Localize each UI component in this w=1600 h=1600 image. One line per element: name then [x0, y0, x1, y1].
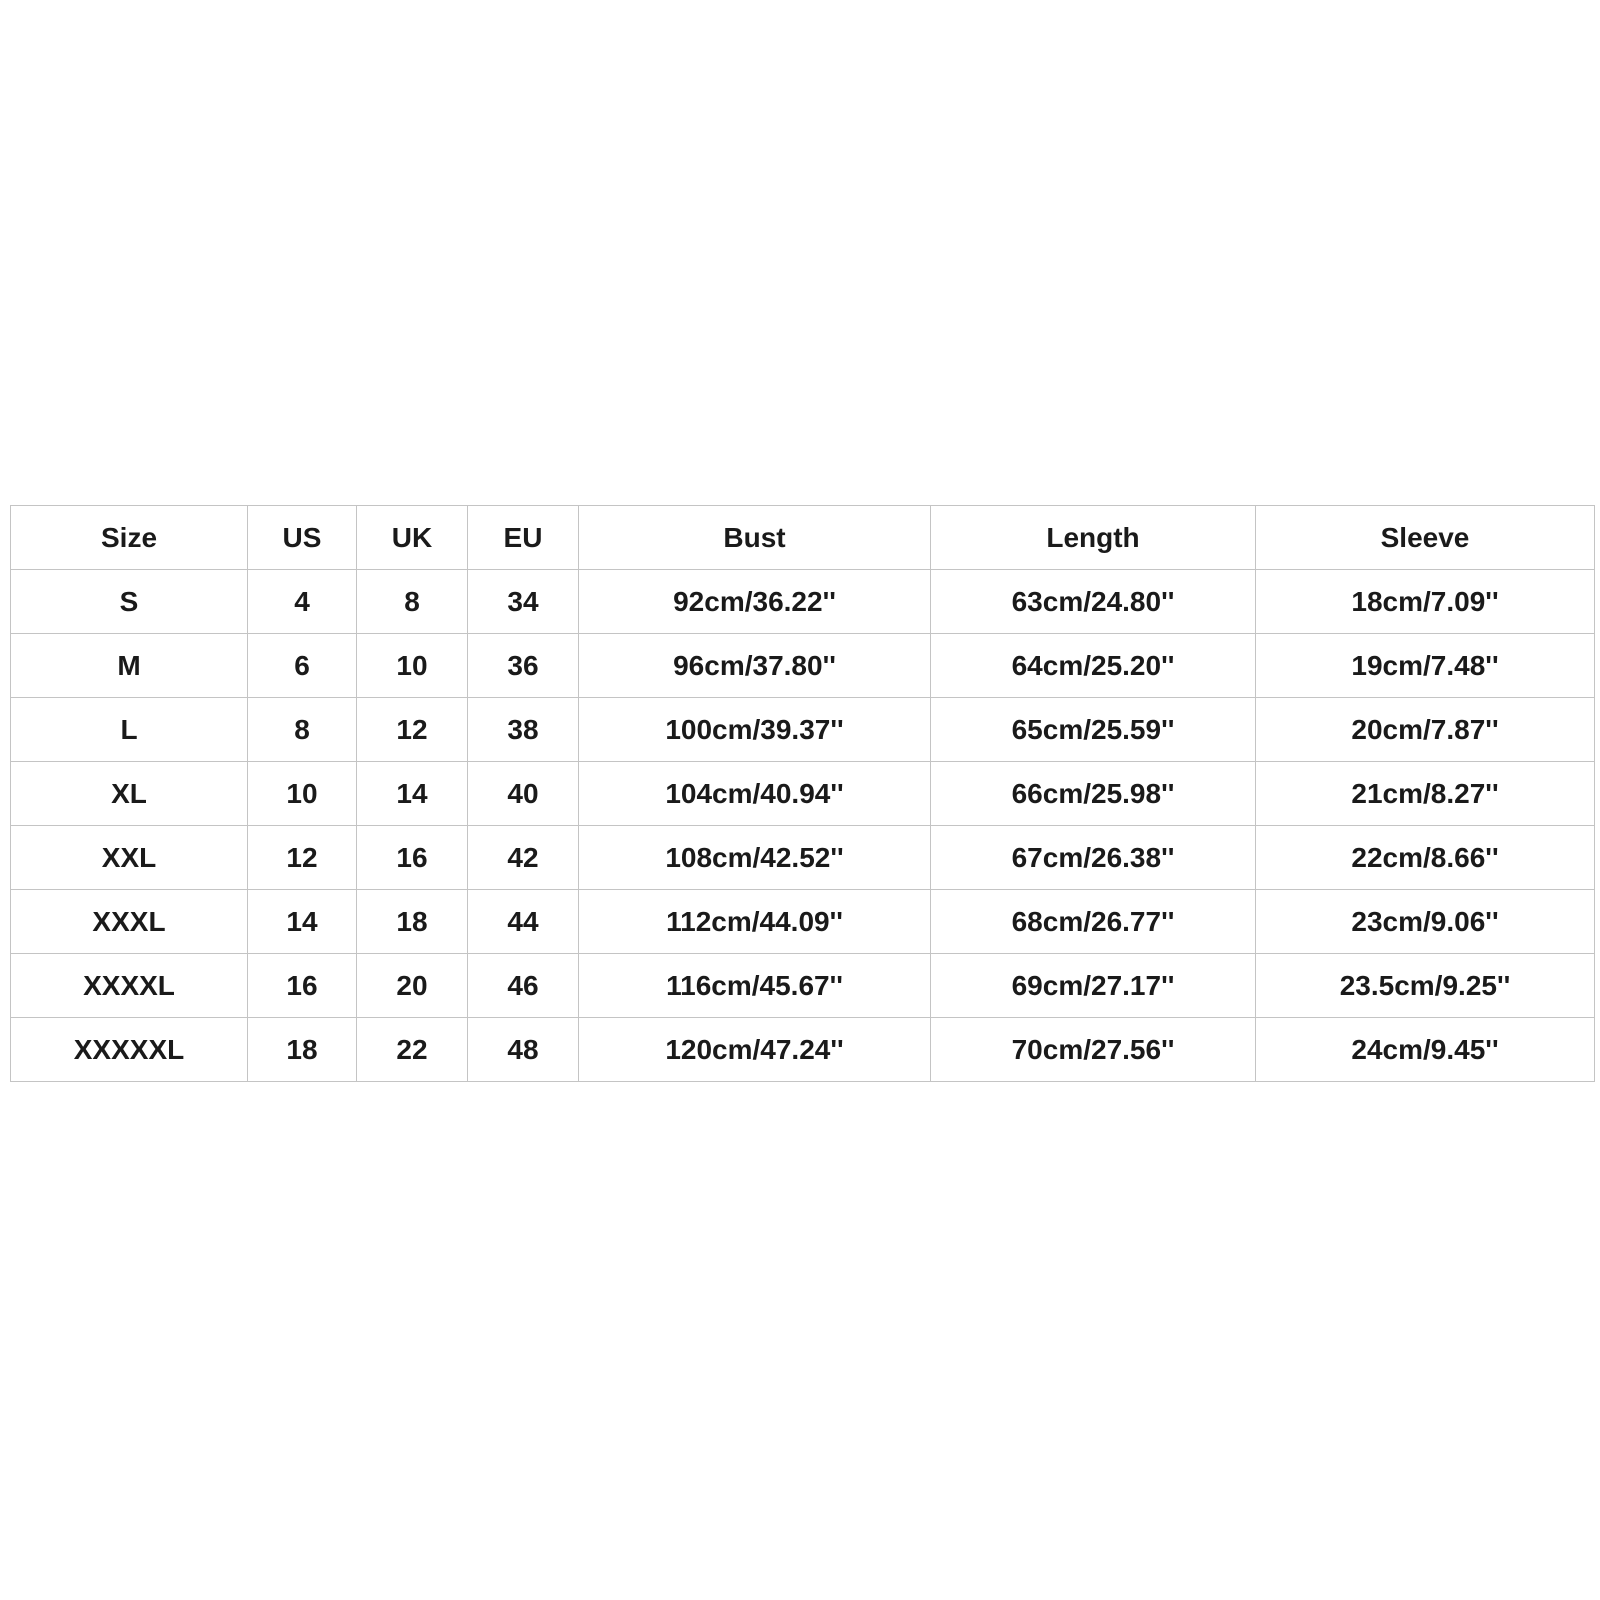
size-chart-table	[10, 505, 1595, 1082]
cell-length: 66cm/25.98''	[931, 762, 1256, 826]
cell-sleeve: 18cm/7.09''	[1256, 570, 1595, 634]
table-row	[11, 826, 1595, 890]
cell-size: XXXL	[11, 890, 248, 954]
cell-size: XXXXL	[11, 954, 248, 1018]
cell-uk: 16	[357, 826, 468, 890]
table-row	[11, 1018, 1595, 1082]
cell-eu: 46	[468, 954, 579, 1018]
cell-eu: 34	[468, 570, 579, 634]
cell-uk: 10	[357, 634, 468, 698]
cell-bust: 108cm/42.52''	[579, 826, 931, 890]
cell-length: 68cm/26.77''	[931, 890, 1256, 954]
cell-sleeve: 20cm/7.87''	[1256, 698, 1595, 762]
cell-size: M	[11, 634, 248, 698]
header-eu: EU	[468, 506, 579, 570]
cell-sleeve: 19cm/7.48''	[1256, 634, 1595, 698]
table-row	[11, 570, 1595, 634]
cell-bust: 116cm/45.67''	[579, 954, 931, 1018]
cell-bust: 104cm/40.94''	[579, 762, 931, 826]
header-size: Size	[11, 506, 248, 570]
cell-us: 10	[248, 762, 357, 826]
cell-us: 18	[248, 1018, 357, 1082]
header-us: US	[248, 506, 357, 570]
table-row	[11, 634, 1595, 698]
table-row	[11, 954, 1595, 1018]
cell-us: 16	[248, 954, 357, 1018]
header-length: Length	[931, 506, 1256, 570]
cell-uk: 14	[357, 762, 468, 826]
header-row	[11, 506, 1595, 570]
cell-uk: 8	[357, 570, 468, 634]
cell-us: 12	[248, 826, 357, 890]
cell-sleeve: 21cm/8.27''	[1256, 762, 1595, 826]
cell-uk: 22	[357, 1018, 468, 1082]
cell-length: 67cm/26.38''	[931, 826, 1256, 890]
cell-uk: 12	[357, 698, 468, 762]
cell-bust: 92cm/36.22''	[579, 570, 931, 634]
cell-eu: 44	[468, 890, 579, 954]
table-row	[11, 762, 1595, 826]
cell-eu: 40	[468, 762, 579, 826]
cell-uk: 18	[357, 890, 468, 954]
cell-sleeve: 23.5cm/9.25''	[1256, 954, 1595, 1018]
cell-length: 65cm/25.59''	[931, 698, 1256, 762]
cell-size: S	[11, 570, 248, 634]
cell-sleeve: 22cm/8.66''	[1256, 826, 1595, 890]
cell-sleeve: 24cm/9.45''	[1256, 1018, 1595, 1082]
cell-eu: 38	[468, 698, 579, 762]
cell-us: 4	[248, 570, 357, 634]
cell-length: 63cm/24.80''	[931, 570, 1256, 634]
cell-us: 8	[248, 698, 357, 762]
cell-eu: 48	[468, 1018, 579, 1082]
cell-size: XL	[11, 762, 248, 826]
cell-bust: 112cm/44.09''	[579, 890, 931, 954]
header-uk: UK	[357, 506, 468, 570]
header-sleeve: Sleeve	[1256, 506, 1595, 570]
cell-eu: 36	[468, 634, 579, 698]
cell-size: L	[11, 698, 248, 762]
cell-eu: 42	[468, 826, 579, 890]
cell-bust: 96cm/37.80''	[579, 634, 931, 698]
table-row	[11, 698, 1595, 762]
cell-length: 69cm/27.17''	[931, 954, 1256, 1018]
cell-sleeve: 23cm/9.06''	[1256, 890, 1595, 954]
cell-uk: 20	[357, 954, 468, 1018]
cell-us: 6	[248, 634, 357, 698]
header-bust: Bust	[579, 506, 931, 570]
cell-size: XXXXXL	[11, 1018, 248, 1082]
cell-bust: 100cm/39.37''	[579, 698, 931, 762]
cell-length: 64cm/25.20''	[931, 634, 1256, 698]
cell-length: 70cm/27.56''	[931, 1018, 1256, 1082]
table-row	[11, 890, 1595, 954]
cell-size: XXL	[11, 826, 248, 890]
cell-bust: 120cm/47.24''	[579, 1018, 931, 1082]
cell-us: 14	[248, 890, 357, 954]
